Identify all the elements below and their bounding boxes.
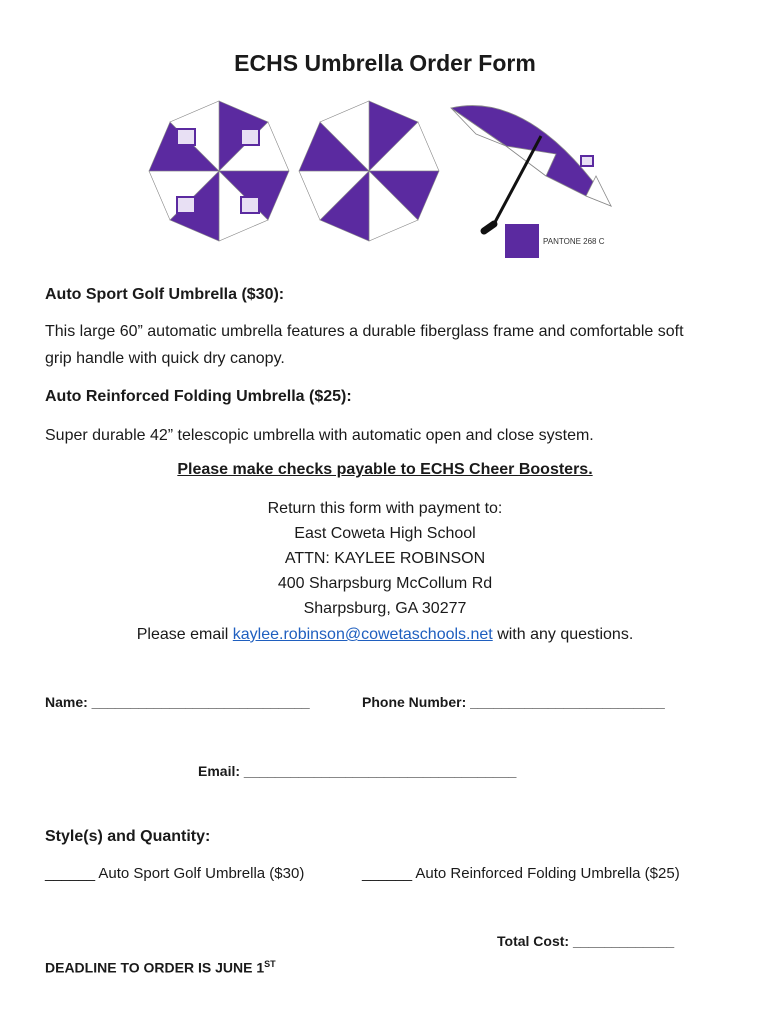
email-field[interactable]: Email: ___________________________________: [198, 763, 517, 779]
contact-email-link[interactable]: kaylee.robinson@cowetaschools.net: [232, 626, 493, 643]
deadline-note: [45, 959, 276, 976]
umbrella-side-view-icon: [446, 96, 616, 236]
checks-payable-note: Please make checks payable to ECHS Cheer Boosters.: [177, 461, 593, 478]
email-prefix: Please email: [136, 626, 229, 643]
order-item-folding-umbrella[interactable]: ______ Auto Reinforced Folding Umbrella ($25): [362, 865, 680, 882]
product-2-description: Super durable 42” telescopic umbrella with automatic open and close system.: [45, 427, 594, 444]
product-1-description: This large 60” automatic umbrella features a durable fiberglass frame and comfortable soft grip handle with quick dry canopy.: [45, 323, 684, 367]
product-1-name: Auto Sport Golf Umbrella ($30):: [45, 286, 285, 303]
pantone-color-swatch: [505, 224, 539, 258]
name-field[interactable]: Name: ____________________________: [45, 694, 310, 710]
umbrella-logo-top-view-icon: [148, 98, 290, 244]
order-item-golf-umbrella[interactable]: ______ Auto Sport Golf Umbrella ($30): [45, 865, 305, 882]
return-intro: Return this form with payment to:: [267, 500, 503, 517]
page-title: ECHS Umbrella Order Form: [234, 50, 536, 76]
phone-field[interactable]: Phone Number: _________________________: [362, 694, 665, 710]
deadline-text: DEADLINE TO ORDER IS JUNE 1: [45, 959, 265, 976]
return-attn: ATTN: KAYLEE ROBINSON: [284, 550, 486, 567]
umbrella-plain-top-view-icon: [298, 98, 440, 244]
return-school: East Coweta High School: [294, 525, 476, 542]
pantone-label: PANTONE 268 C: [543, 237, 605, 246]
email-suffix: with any questions.: [497, 626, 634, 643]
return-street: 400 Sharpsburg McCollum Rd: [277, 575, 493, 592]
product-2-name: Auto Reinforced Folding Umbrella ($25):: [45, 388, 352, 405]
total-cost-field[interactable]: Total Cost: _____________: [497, 933, 675, 949]
deadline-sup: ST: [264, 959, 276, 969]
contact-email-line: [0, 626, 770, 644]
return-city: Sharpsburg, GA 30277: [303, 600, 467, 617]
styles-heading: Style(s) and Quantity:: [45, 828, 211, 845]
